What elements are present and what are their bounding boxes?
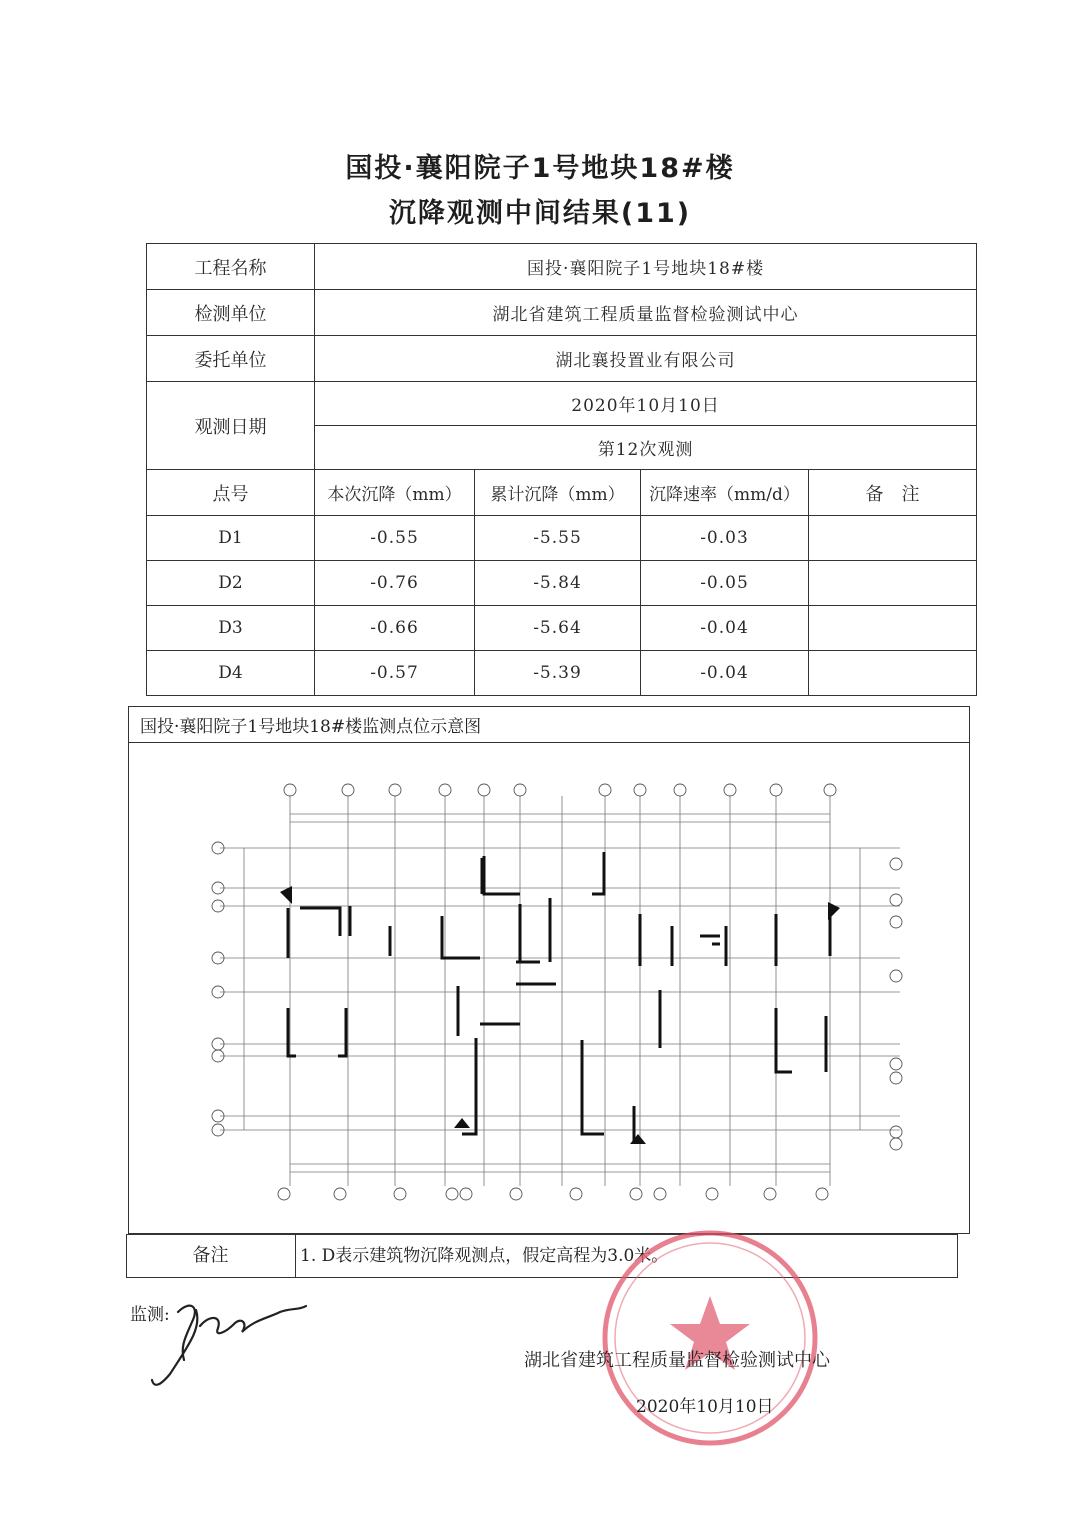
row-current: -0.57	[315, 651, 475, 696]
handwritten-signature	[130, 1280, 310, 1390]
project-value: 国投·襄阳院子1号地块18#楼	[315, 244, 977, 290]
monitoring-point-markers	[280, 886, 840, 1144]
row-rate: -0.04	[641, 606, 809, 651]
plan-gridlines	[220, 796, 900, 1186]
row-note	[809, 606, 977, 651]
row-point: D1	[147, 516, 315, 561]
row-rate: -0.04	[641, 651, 809, 696]
date-label: 观测日期	[147, 382, 315, 470]
row-cumulative: -5.39	[475, 651, 641, 696]
client-label: 委托单位	[147, 336, 315, 382]
col-current: 本次沉降（mm）	[315, 470, 475, 516]
col-point: 点号	[147, 470, 315, 516]
row-note	[809, 561, 977, 606]
row-point: D4	[147, 651, 315, 696]
row-note	[809, 516, 977, 561]
project-label: 工程名称	[147, 244, 315, 290]
plan-walls	[288, 852, 830, 1144]
row-point: D2	[147, 561, 315, 606]
table-row	[147, 606, 977, 651]
row-cumulative: -5.55	[475, 516, 641, 561]
date-value: 2020年10月10日	[315, 382, 977, 426]
client-value: 湖北襄投置业有限公司	[315, 336, 977, 382]
row-current: -0.55	[315, 516, 475, 561]
row-rate: -0.05	[641, 561, 809, 606]
inspector-label: 检测单位	[147, 290, 315, 336]
settlement-table	[146, 243, 977, 696]
remark-text: 1. D表示建筑物沉降观测点，假定高程为3.0米。	[300, 1246, 669, 1266]
col-rate: 沉降速率（mm/d）	[641, 470, 809, 516]
client-row	[147, 336, 977, 382]
row-rate: -0.03	[641, 516, 809, 561]
diagram-caption: 国投·襄阳院子1号地块18#楼监测点位示意图	[140, 717, 482, 737]
col-cumulative: 累计沉降（mm）	[475, 470, 641, 516]
remark-label: 备注	[126, 1234, 296, 1278]
row-point: D3	[147, 606, 315, 651]
inspector-row	[147, 290, 977, 336]
floor-plan-diagram	[200, 776, 920, 1220]
header-row	[147, 470, 977, 516]
monitor-label: 监测:	[130, 1305, 170, 1325]
row-current: -0.76	[315, 561, 475, 606]
table-row	[147, 516, 977, 561]
diagram-caption-divider	[128, 742, 970, 743]
row-current: -0.66	[315, 606, 475, 651]
row-cumulative: -5.64	[475, 606, 641, 651]
table-row	[147, 651, 977, 696]
issue-date: 2020年10月10日	[636, 1397, 774, 1417]
project-row	[147, 244, 977, 290]
row-cumulative: -5.84	[475, 561, 641, 606]
date-row	[147, 382, 977, 426]
col-note: 备 注	[809, 470, 977, 516]
table-row	[147, 561, 977, 606]
page-subtitle: 沉降观测中间结果(11)	[388, 198, 692, 229]
official-seal	[590, 1218, 830, 1458]
inspector-value: 湖北省建筑工程质量监督检验测试中心	[315, 290, 977, 336]
round-value: 第12次观测	[315, 426, 977, 470]
issuer-org: 湖北省建筑工程质量监督检验测试中心	[524, 1350, 830, 1371]
page-title: 国投·襄阳院子1号地块18#楼	[345, 153, 735, 184]
row-note	[809, 651, 977, 696]
